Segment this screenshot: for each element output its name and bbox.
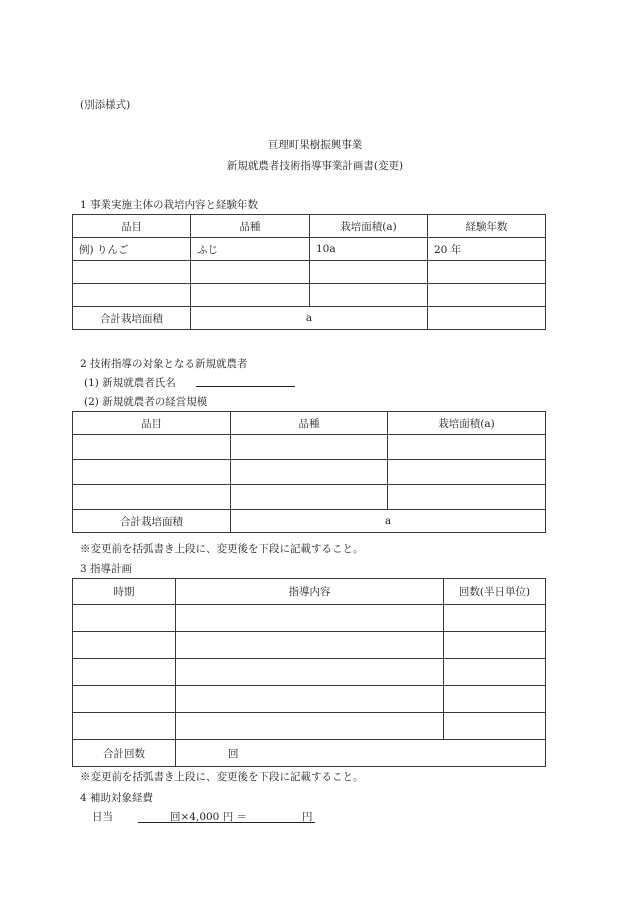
- header-area: 栽培面積(a): [310, 215, 428, 238]
- table-cell[interactable]: [428, 284, 546, 307]
- header-area: 栽培面積(a): [388, 412, 546, 435]
- table-cell[interactable]: [73, 261, 191, 284]
- table-row: [73, 238, 546, 261]
- table-cell[interactable]: [73, 659, 176, 686]
- table-cell[interactable]: [388, 435, 546, 460]
- table-row: [73, 435, 546, 460]
- table-row: [73, 460, 546, 485]
- table-total-row: [73, 740, 546, 767]
- table-row: [73, 605, 546, 632]
- example-variety: ふじ: [191, 238, 310, 261]
- table-cell[interactable]: [176, 632, 444, 659]
- total-area[interactable]: [231, 510, 546, 533]
- table-total-row: [73, 307, 546, 330]
- header-item: 品目: [73, 412, 231, 435]
- daily-allowance-unit: 円: [302, 811, 313, 823]
- table-cell[interactable]: [73, 632, 176, 659]
- header-content: 指導内容: [176, 579, 444, 605]
- farmer-name-field[interactable]: [196, 374, 295, 387]
- farmer-name-label: (1) 新規就農者氏名: [84, 377, 176, 389]
- total-label: 合計栽培面積: [73, 307, 191, 330]
- table-cell[interactable]: [73, 686, 176, 713]
- table-row: [73, 659, 546, 686]
- table-cell[interactable]: [428, 261, 546, 284]
- table-cell[interactable]: [73, 713, 176, 740]
- table-row: [73, 261, 546, 284]
- example-item: 例) りんご: [73, 238, 191, 261]
- table-total-row: [73, 510, 546, 533]
- section2-note: ※変更前を括弧書き上段に、変更後を下段に記載すること。: [80, 543, 364, 555]
- daily-allowance-label: 日当: [92, 811, 113, 823]
- table-header-row: [73, 215, 546, 238]
- section2-heading: 2 技術指導の対象となる新規就農者: [80, 358, 248, 370]
- table-cell[interactable]: [388, 485, 546, 510]
- total-count[interactable]: [176, 740, 546, 767]
- total-area[interactable]: [191, 307, 428, 330]
- section4-heading: 4 補助対象経費: [80, 792, 154, 804]
- table-cell[interactable]: [444, 659, 546, 686]
- section3-note: ※変更前を括弧書き上段に、変更後を下段に記載すること。: [80, 771, 364, 783]
- table-cell[interactable]: [444, 605, 546, 632]
- table-header-row: [73, 412, 546, 435]
- table-cell[interactable]: [444, 632, 546, 659]
- daily-allowance-amount-field[interactable]: [241, 807, 301, 821]
- example-area: 10a: [310, 238, 428, 261]
- guidance-plan-table: [72, 578, 546, 767]
- table-cell[interactable]: [310, 261, 428, 284]
- header-experience: 経験年数: [428, 215, 546, 238]
- total-unit: 回: [228, 747, 239, 760]
- table-cell[interactable]: [231, 435, 388, 460]
- table-cell[interactable]: [176, 659, 444, 686]
- table-row: [73, 632, 546, 659]
- total-label: 合計栽培面積: [73, 510, 231, 533]
- total-unit: a: [305, 312, 313, 324]
- table-cell[interactable]: [444, 686, 546, 713]
- total-label: 合計回数: [73, 740, 176, 767]
- table-row: [73, 686, 546, 713]
- header-variety: 品種: [191, 215, 310, 238]
- header-period: 時期: [73, 579, 176, 605]
- table-cell[interactable]: [191, 261, 310, 284]
- example-experience: 20 年: [428, 238, 546, 261]
- table-cell[interactable]: [176, 605, 444, 632]
- table-cell[interactable]: [231, 485, 388, 510]
- table-cell[interactable]: [73, 605, 176, 632]
- table-cell[interactable]: [73, 435, 231, 460]
- farm-scale-table: [72, 411, 546, 533]
- section3-heading: 3 指導計画: [80, 563, 133, 575]
- daily-allowance-formula: 回×4,000 円 ＝: [170, 811, 248, 823]
- table-row: [73, 485, 546, 510]
- total-unit: a: [384, 515, 392, 527]
- table-cell[interactable]: [191, 284, 310, 307]
- header-item: 品目: [73, 215, 191, 238]
- table-cell[interactable]: [176, 713, 444, 740]
- table-cell[interactable]: [444, 713, 546, 740]
- header-count: 回数(半日単位): [444, 579, 546, 605]
- farm-scale-label: (2) 新規就農者の経営規模: [84, 396, 208, 408]
- table-cell[interactable]: [176, 686, 444, 713]
- annex-label: (別添様式): [80, 99, 131, 111]
- section1-heading: 1 事業実施主体の栽培内容と経験年数: [80, 199, 259, 211]
- title-line-2: 新規就農者技術指導事業計画書(変更): [226, 160, 404, 172]
- table-row: [73, 284, 546, 307]
- table-cell[interactable]: [388, 460, 546, 485]
- table-cell[interactable]: [428, 307, 546, 330]
- cultivation-table: [72, 214, 546, 330]
- table-cell[interactable]: [231, 460, 388, 485]
- table-header-row: [73, 579, 546, 605]
- table-cell[interactable]: [73, 284, 191, 307]
- table-cell[interactable]: [73, 460, 231, 485]
- table-cell[interactable]: [310, 284, 428, 307]
- table-row: [73, 713, 546, 740]
- table-cell[interactable]: [73, 485, 231, 510]
- title-line-1: 亘理町果樹振興事業: [267, 139, 363, 151]
- header-variety: 品種: [231, 412, 388, 435]
